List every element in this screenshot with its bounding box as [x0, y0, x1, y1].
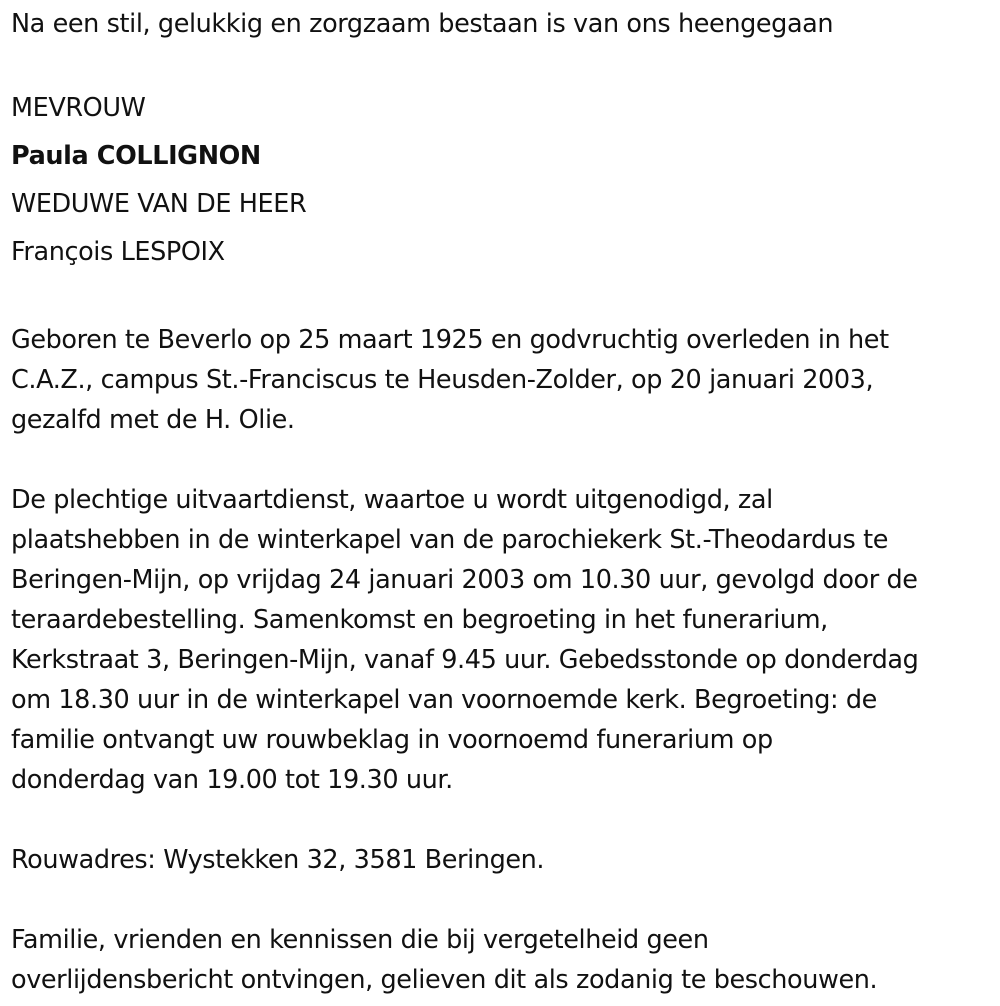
paragraph-line: donderdag van 19.00 tot 19.30 uur.: [11, 765, 453, 795]
paragraph-line: om 18.30 uur in de winterkapel van voornoemde kerk. Begroeting: de: [11, 685, 877, 715]
spacer: [11, 44, 996, 84]
address-text: Rouwadres: Wystekken 32, 3581 Beringen.: [11, 845, 545, 875]
paragraph-line: Familie, vrienden en kennissen die bij vergetelheid geen: [11, 925, 709, 955]
paragraph-line: Kerkstraat 3, Beringen-Mijn, vanaf 9.45 uur. Gebedsstonde op donderdag: [11, 645, 919, 675]
spacer: [11, 800, 996, 840]
deceased-name: Paula COLLIGNON: [11, 141, 261, 171]
paragraph-line: De plechtige uitvaartdienst, waartoe u wordt uitgenodigd, zal: [11, 485, 773, 515]
paragraph-line: teraardebestelling. Samenkomst en begroeting in het funerarium,: [11, 605, 828, 635]
spacer: [11, 440, 996, 480]
paragraph-line: familie ontvangt uw rouwbeklag in voornoemd funerarium op: [11, 725, 773, 755]
paragraph-line: C.A.Z., campus St.-Franciscus te Heusden-Zolder, op 20 januari 2003,: [11, 365, 874, 395]
paragraph-line: Beringen-Mijn, op vrijdag 24 januari 2003 om 10.30 uur, gevolgd door de: [11, 565, 918, 595]
spacer: [11, 276, 996, 320]
title-text: MEVROUW: [11, 93, 146, 123]
birth-death-paragraph: [11, 320, 996, 440]
obituary-notice: [11, 4, 996, 1000]
closing-paragraph: [11, 920, 996, 1000]
intro-text: Na een stil, gelukkig en zorgzaam bestaan is van ons heengegaan: [11, 9, 834, 39]
funeral-paragraph: [11, 480, 996, 800]
relation-text: WEDUWE VAN DE HEER: [11, 189, 307, 219]
paragraph-line: overlijdensbericht ontvingen, gelieven dit als zodanig te beschouwen.: [11, 965, 878, 995]
paragraph-line: Geboren te Beverlo op 25 maart 1925 en godvruchtig overleden in het: [11, 325, 889, 355]
spacer: [11, 880, 996, 920]
paragraph-line: gezalfd met de H. Olie.: [11, 405, 295, 435]
spouse-name: François LESPOIX: [11, 237, 225, 267]
paragraph-line: plaatshebben in de winterkapel van de parochiekerk St.-Theodardus te: [11, 525, 889, 555]
